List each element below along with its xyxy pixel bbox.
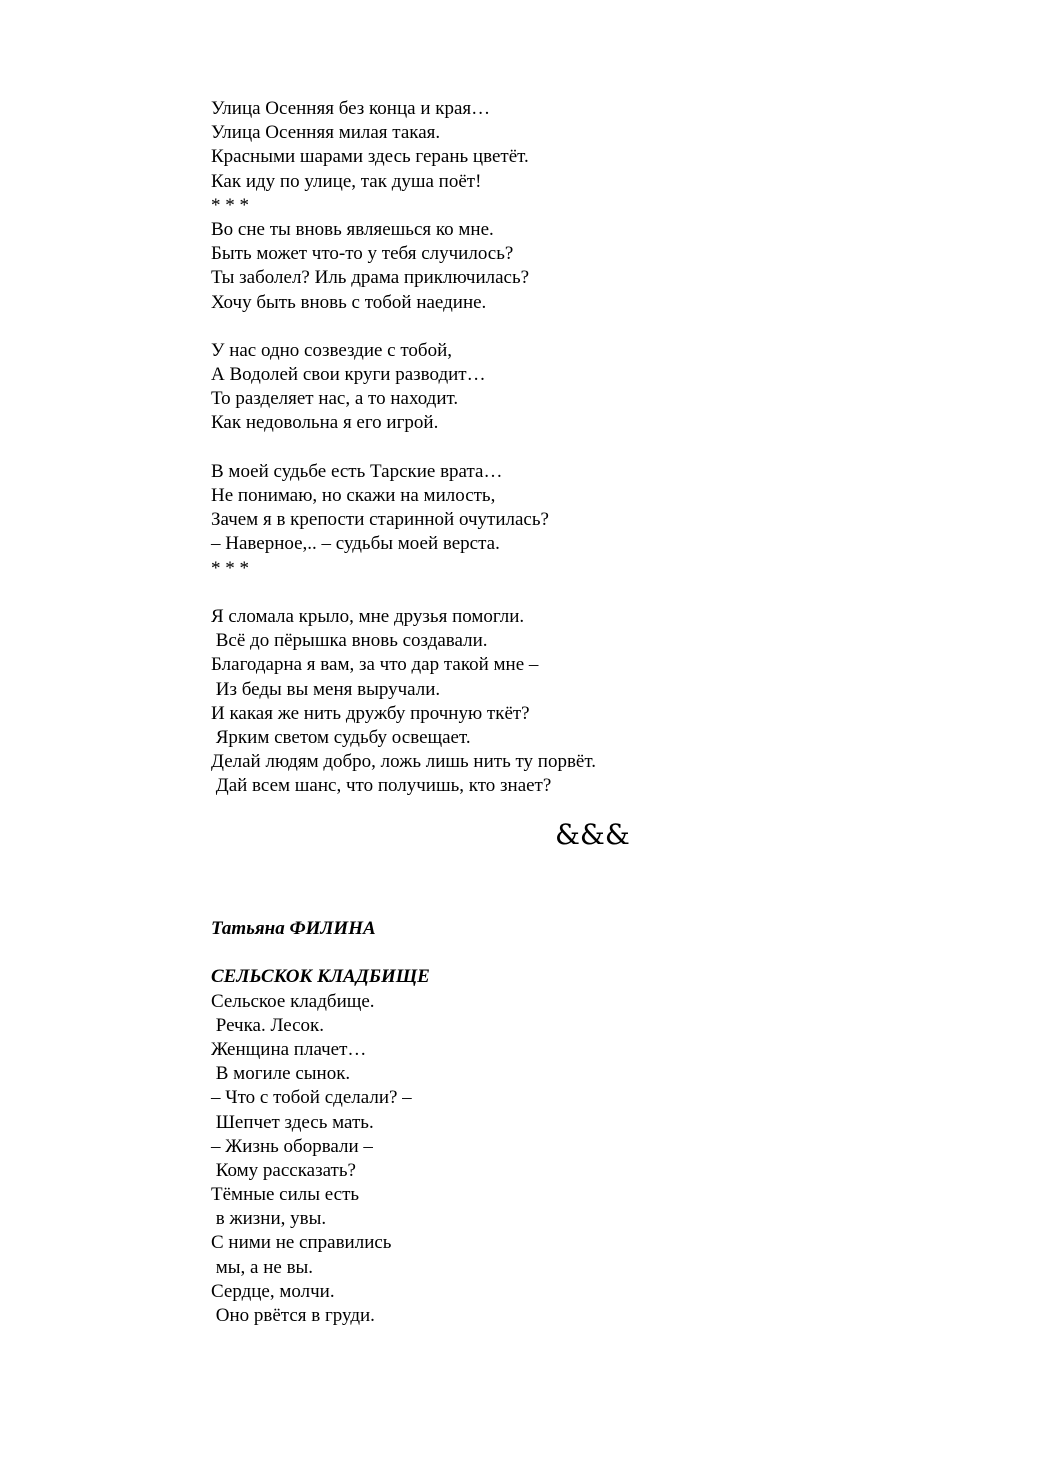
poem-line: Сердце, молчи.: [211, 1280, 335, 1302]
poem-line: Делай людям добро, ложь лишь нить ту порвёт.: [211, 751, 596, 773]
poem-line: – Что с тобой сделали? –: [211, 1087, 412, 1109]
poem-line: Благодарна я вам, за что дар такой мне –: [211, 654, 539, 676]
poem-line: Зачем я в крепости старинной очутилась?: [211, 509, 549, 531]
poem-line: Всё до пёрышка вновь создавали.: [211, 630, 488, 652]
poem-line: мы, а не вы.: [211, 1256, 314, 1278]
poem-line: То разделяет нас, а то находит.: [211, 388, 459, 410]
poem-line: Не понимаю, но скажи на милость,: [211, 485, 496, 506]
ornament-divider: &&&: [555, 818, 630, 851]
poem-line: Женщина плачет…: [211, 1038, 367, 1060]
poem-line: Дай всем шанс, что получишь, кто знает?: [211, 775, 552, 797]
poem-line: Из беды вы меня выручали.: [211, 678, 441, 700]
poem-line: Хочу быть вновь с тобой наедине.: [211, 291, 487, 313]
poem-line: С ними не справились: [211, 1232, 392, 1254]
stanza-gap: [211, 315, 971, 339]
stanza-gap: [211, 581, 971, 605]
poem-line: – Наверное,.. – судьбы моей верста.: [211, 533, 500, 555]
poem-line: В могиле сынок.: [211, 1063, 351, 1085]
section-divider: * * *: [211, 557, 249, 579]
poem-title: СЕЛЬСКОК КЛАДБИЩЕ: [211, 966, 430, 988]
poem-line: Улица Осенняя без конца и края…: [211, 98, 491, 119]
poem-line: У нас одно созвездие с тобой,: [211, 339, 452, 361]
poem-line: Ты заболел? Иль драма приключилась?: [211, 267, 530, 289]
author-name: Татьяна ФИЛИНА: [211, 918, 376, 939]
poem-line: Красными шарами здесь герань цветёт.: [211, 146, 529, 168]
poem-line: Улица Осенняя милая такая.: [211, 122, 441, 144]
poem-line: Тёмные силы есть: [211, 1184, 360, 1206]
poem-line: Как недовольна я его игрой.: [211, 412, 439, 434]
poem-line: Шепчет здесь мать.: [211, 1111, 374, 1133]
poem-line: И какая же нить дружбу прочную ткёт?: [211, 702, 530, 724]
poem-line: Сельское кладбище.: [211, 990, 375, 1012]
stanza-gap: [211, 941, 430, 965]
poem-line: Как иду по улице, так душа поёт!: [211, 170, 482, 192]
section-divider: * * *: [211, 194, 249, 216]
poem-line: Я сломала крыло, мне друзья помогли.: [211, 605, 525, 627]
second-poem-block: [211, 917, 430, 1328]
poem-line: Ярким светом судьбу освещает.: [211, 726, 471, 748]
poem-line: – Жизнь оборвали –: [211, 1135, 373, 1157]
poem-text-block: [211, 97, 971, 798]
poem-line: Кому рассказать?: [211, 1159, 356, 1181]
stanza-gap: [211, 436, 971, 460]
poem-line: В моей судьбе есть Тарские врата…: [211, 460, 503, 482]
poem-line: Оно рвётся в груди.: [211, 1305, 375, 1326]
poem-line: Во сне ты вновь являешься ко мне.: [211, 218, 494, 240]
poem-line: Быть может что-то у тебя случилось?: [211, 243, 514, 265]
poem-line: Речка. Лесок.: [211, 1014, 325, 1036]
poem-line: А Водолей свои круги разводит…: [211, 364, 486, 386]
poem-line: в жизни, увы.: [211, 1208, 327, 1230]
